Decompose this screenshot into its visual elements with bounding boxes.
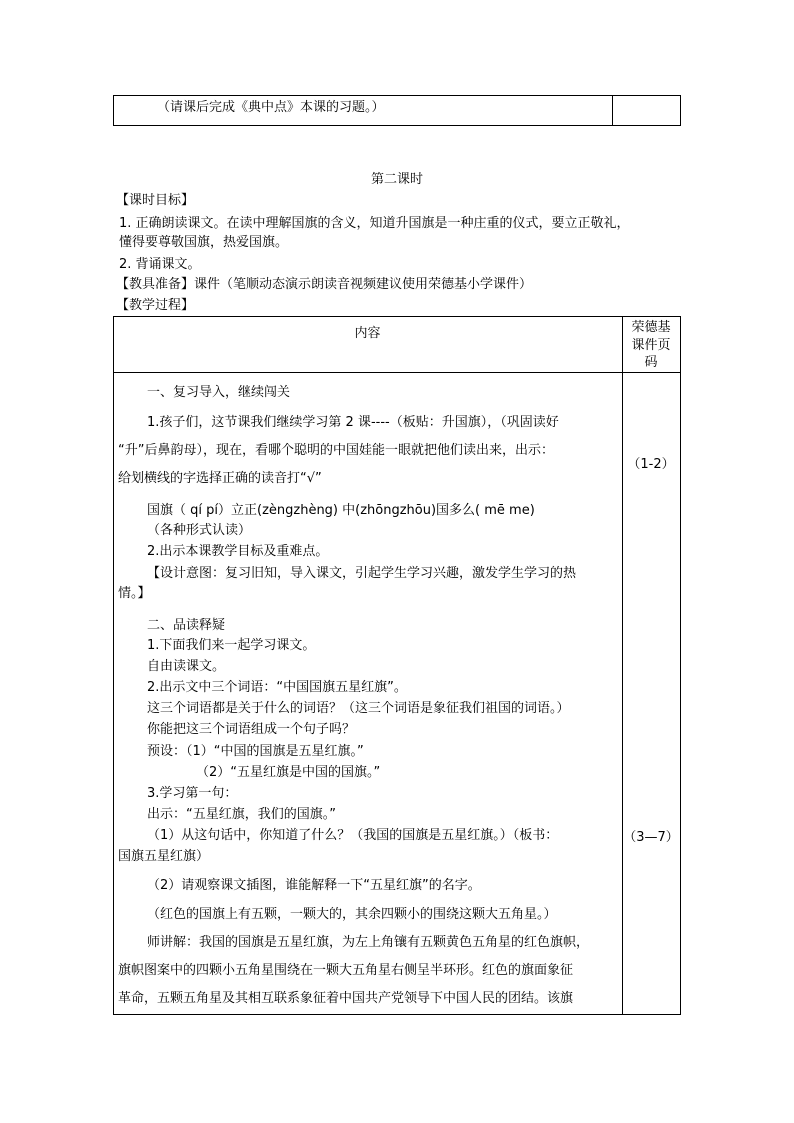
section-2-line-1: 1.下面我们来一起学习课文。 [147, 638, 316, 653]
section-1-para1-line1: 1.孩子们，这节课我们继续学习第 2 课----（板贴：升国旗），（巩固读好 [147, 415, 559, 430]
section-1-pinyin-line: 国旗（ qí pí）立正(zèngzhèng) 中(zhōngzhōu)国多么( mē me) [147, 503, 535, 518]
process-heading: 【教学过程】 [116, 298, 195, 313]
table-column-divider [622, 316, 623, 1015]
section-2-line-8: 3.学习第一句： [147, 786, 238, 801]
section-2-line-9: 出示：“五星红旗，我们的国旗。” [147, 807, 336, 822]
objective-2: 2. 背诵课文。 [119, 257, 201, 272]
section-2-line-14: 师讲解：我国的国旗是五星红旗，为左上角镶有五颗黄色五角星的红色旗帜， [147, 935, 590, 950]
table-border-right [680, 316, 681, 1015]
table-header-content: 内容 [354, 326, 381, 341]
section-1-para2: 2.出示本课教学目标及重难点。 [147, 544, 329, 559]
section-2-line-3: 2.出示文中三个词语：“中国国旗五星红旗”。 [147, 680, 407, 695]
lesson-title: 第二课时 [370, 172, 423, 187]
top-table-divider [612, 95, 613, 126]
objectives-heading: 【课时目标】 [116, 193, 195, 208]
table-header-pages-line2: 课件页 [631, 338, 671, 353]
section-1-para1-line3: 给划横线的字选择正确的读音打“√” [118, 471, 322, 486]
section-2-line-16: 革命，五颗五角星及其相互联系象征着中国共产党领导下中国人民的团结。该旗 [118, 991, 574, 1006]
objective-1-line2: 懂得要尊敬国旗，热爱国旗。 [119, 235, 289, 250]
top-table-border-right [680, 95, 681, 126]
top-table-border-top [113, 95, 681, 96]
section-2-line-4: 这三个词语都是关于什么的词语？（这三个词语是象征我们祖国的词语。） [147, 701, 570, 716]
table-header-pages-line1: 荣德基 [631, 320, 671, 335]
top-table-row-text: （请课后完成《典中点》本课的习题。） [157, 100, 385, 115]
section-2-line-12: （2）请观察课文插图，谁能解释一下“五星红旗”的名字。 [147, 878, 481, 893]
section-1-title: 一、复习导入，继续闯关 [147, 385, 291, 400]
table-border-top [113, 316, 681, 317]
section-1-intent-line1: 【设计意图：复习旧知，导入课文，引起学生学习兴趣，激发学生学习的热 [147, 566, 577, 581]
top-table-border-left [113, 95, 114, 126]
section-2-line-2: 自由读课文。 [147, 659, 226, 674]
section-2-line-10: （1）从这句话中，你知道了什么？（我国的国旗是五星红旗。）（板书： [147, 828, 559, 843]
section-2-line-7: （2）“五星红旗是中国的国旗。” [196, 765, 381, 780]
page-range-2: （3—7） [623, 830, 679, 845]
table-border-left [113, 316, 114, 1015]
table-border-bottom [113, 1014, 681, 1015]
objective-1-line1: 1. 正确朗读课文。在读中理解国旗的含义，知道升国旗是一种庄重的仪式，要立正敬礼， [119, 216, 630, 231]
section-1-read-note: （各种形式认读） [147, 523, 252, 538]
section-2-line-11: 国旗五星红旗） [118, 849, 210, 864]
page-range-1: （1-2） [627, 457, 675, 472]
section-2-line-15: 旗帜图案中的四颗小五角星围绕在一颗大五角星右侧呈半环形。红色的旗面象征 [118, 963, 574, 978]
section-2-line-6: 预设：（1）“中国的国旗是五星红旗。” [147, 744, 364, 759]
section-1-para1-line2: “升”后鼻韵母），现在，看哪个聪明的中国娃能一眼就把他们读出来，出示： [118, 443, 554, 458]
section-2-line-5: 你能把这三个词语组成一个句子吗？ [147, 722, 356, 737]
section-2-title: 二、品读释疑 [147, 618, 226, 633]
top-table-border-bottom [113, 125, 681, 126]
prep-line: 【教具准备】课件（笔顺动态演示朗读音视频建议使用荣德基小学课件） [116, 277, 533, 292]
table-header-divider [113, 372, 681, 373]
section-1-intent-line2: 情。】 [118, 586, 151, 601]
section-2-line-13: （红色的国旗上有五颗，一颗大的，其余四颗小的围绕这颗大五角星。） [147, 907, 557, 922]
table-header-pages-line3: 码 [644, 355, 658, 370]
